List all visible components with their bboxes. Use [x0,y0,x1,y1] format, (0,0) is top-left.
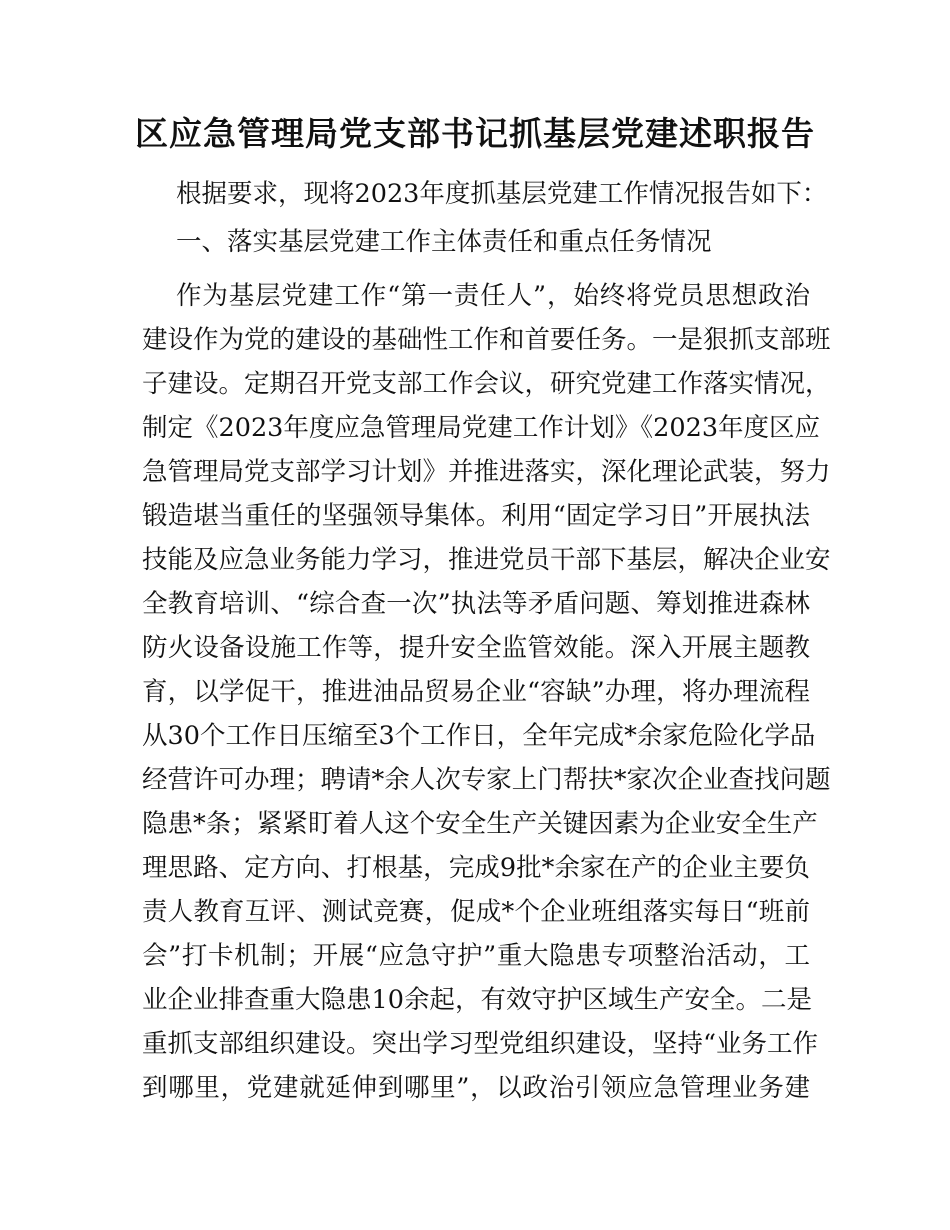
paragraph-line: 理思路、定方向、打根基，完成9批*余家在产的企业主要负 [142,853,810,883]
paragraph-line: 技能及应急业务能力学习，推进党员干部下基层，解决企业安 [142,545,831,575]
paragraph-line: 育，以学促干，推进油品贸易企业“容缺”办理，将办理流程 [142,677,810,707]
paragraph-line: 从30个工作日压缩至3个工作日，全年完成*余家危险化学品 [142,721,816,751]
paragraph-line: 经营许可办理；聘请*余人次专家上门帮扶*家次企业查找问题 [142,765,831,795]
section-heading: 一、落实基层党建工作主体责任和重点任务情况 [176,227,712,257]
paragraph-line: 重抓支部组织建设。突出学习型党组织建设，坚持“业务工作 [142,1029,819,1059]
paragraph-line: 制定《2023年度应急管理局党建工作计划》《2023年度区应 [142,413,821,443]
paragraph-line: 责人教育互评、测试竞赛，促成*个企业班组落实每日“班前 [142,897,810,927]
paragraph-line: 急管理局党支部学习计划》并推进落实，深化理论武装，努力 [142,457,831,487]
paragraph-line: 建设作为党的建设的基础性工作和首要任务。一是狠抓支部班 [142,325,831,355]
paragraph-line: 全教育培训、“综合查一次”执法等矛盾问题、筹划推进森林 [142,589,810,619]
paragraph-line: 到哪里，党建就延伸到哪里”，以政治引领应急管理业务建 [142,1073,810,1103]
paragraph-line: 隐患*条；紧紧盯着人这个安全生产关键因素为企业安全生产 [142,809,818,839]
paragraph-line: 子建设。定期召开党支部工作会议，研究党建工作落实情况， [142,369,831,399]
paragraph-line: 作为基层党建工作“第一责任人”，始终将党员思想政治 [176,281,810,311]
paragraph-line: 锻造堪当重任的坚强领导集体。利用“固定学习日”开展执法 [142,501,810,531]
document-title: 区应急管理局党支部书记抓基层党建述职报告 [135,114,815,153]
paragraph-line: 会”打卡机制；开展“应急守护”重大隐患专项整治活动，工 [142,941,810,971]
paragraph-line: 防火设备设施工作等，提升安全监管效能。深入开展主题教 [142,633,810,663]
paragraph-line: 业企业排查重大隐患10余起，有效守护区域生产安全。二是 [142,985,812,1015]
paragraph-line: 根据要求，现将2023年度抓基层党建工作情况报告如下： [176,179,828,209]
